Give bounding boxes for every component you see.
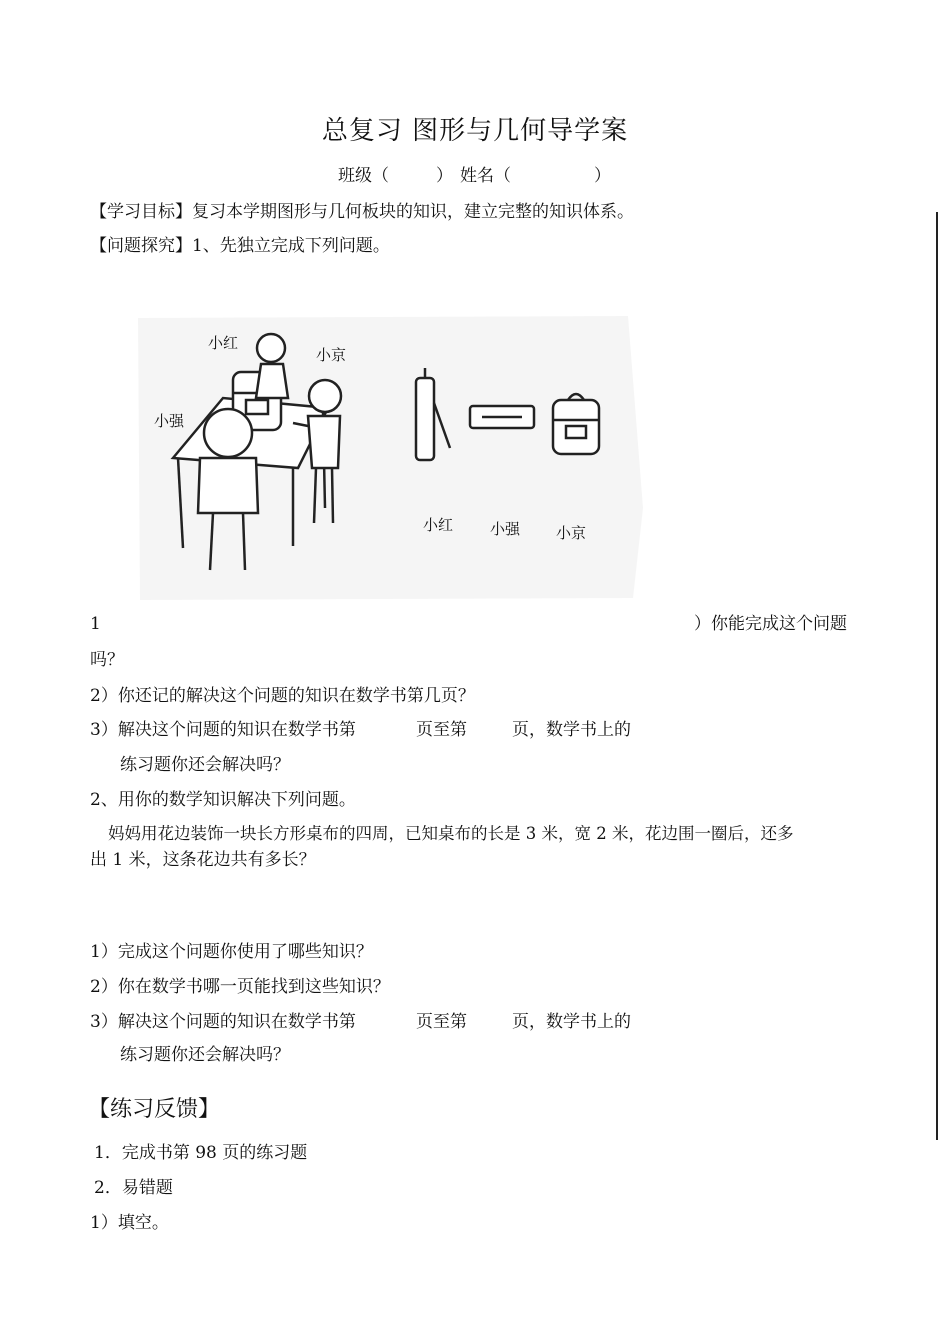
figure-illustration [128, 308, 650, 608]
q1-item3-d: 练习题你还会解决吗？ [120, 755, 290, 775]
problem-explore-heading: 【问题探究】1、先独立完成下列问题。 [90, 236, 390, 256]
q1-line1-left: 1 [90, 614, 101, 634]
q2-item3-a: 3）解决这个问题的知识在数学书第 [90, 1012, 356, 1032]
q1-item3-a: 3）解决这个问题的知识在数学书第 [90, 720, 356, 740]
scene-label-2: 小强 [154, 412, 185, 430]
q2-heading: 2、用你的数学知识解决下列问题。 [90, 790, 356, 810]
q2-paragraph-line1: 妈妈用花边装饰一块长方形桌布的四周，已知桌布的长是 3 米，宽 2 米，花边围一圈后，还多 [108, 824, 794, 843]
page-title: 总复习 图形与几何导学案 [321, 116, 629, 146]
practice-item1: 1．完成书第 98 页的练习题 [94, 1143, 308, 1163]
view-label-1: 小强 [490, 520, 521, 538]
name-close: ） [594, 166, 611, 186]
practice-item2: 2．易错题 [94, 1178, 173, 1198]
class-close: ） [436, 166, 453, 186]
q2-item1: 1）完成这个问题你使用了哪些知识？ [90, 942, 373, 962]
view-label-0: 小红 [423, 516, 454, 534]
q2-item3-d: 练习题你还会解决吗？ [120, 1045, 290, 1065]
practice-heading: 【练习反馈】 [88, 1097, 221, 1122]
view-xiaoqiang-icon [470, 406, 534, 428]
observation-figure [128, 308, 650, 608]
q2-paragraph-line2: 出 1 米，这条花边共有多长？ [90, 850, 316, 870]
view-xiaojing-icon [553, 394, 599, 454]
q1-line1-right: ）你能完成这个问题 [694, 614, 847, 634]
girl-figure-icon [256, 334, 288, 398]
learning-objective: 【学习目标】复习本学期图形与几何板块的知识，建立完整的知识体系。 [90, 202, 634, 222]
q2-item2: 2）你在数学书哪一页能找到这些知识？ [90, 977, 390, 997]
q1-line1-cont: 吗？ [90, 650, 124, 670]
scene-label-1: 小京 [316, 346, 347, 364]
name-label: 姓名（ [460, 166, 511, 186]
q2-item3-c: 页，数学书上的 [512, 1012, 631, 1032]
view-label-2: 小京 [556, 524, 587, 542]
practice-item3: 1）填空。 [90, 1213, 169, 1233]
scene-label-0: 小红 [208, 334, 239, 352]
class-label: 班级（ [338, 166, 389, 186]
q1-item3-b: 页至第 [416, 720, 467, 740]
q1-item3-c: 页，数学书上的 [512, 720, 631, 740]
q1-item2: 2）你还记的解决这个问题的知识在数学书第几页？ [90, 686, 475, 706]
q2-item3-b: 页至第 [416, 1012, 467, 1032]
page-edge-line [936, 212, 938, 1140]
